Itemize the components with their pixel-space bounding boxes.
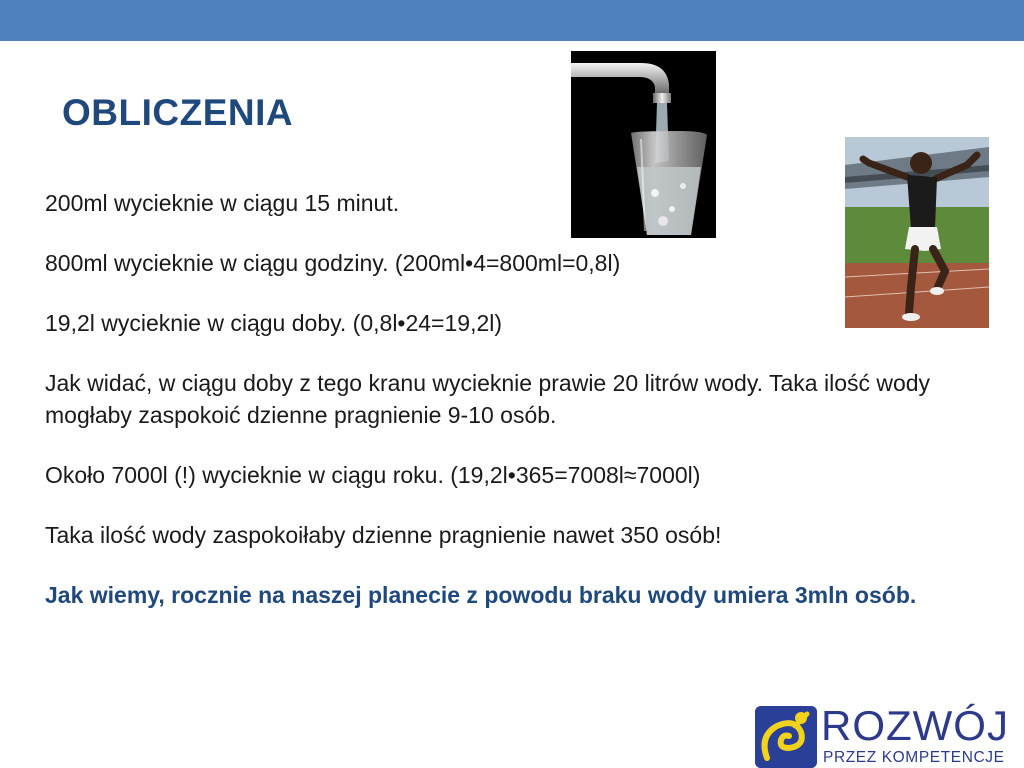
- tap-glass-photo: [571, 51, 716, 238]
- tap-glass-illustration: [571, 51, 716, 238]
- rozwoj-logo: [755, 703, 1024, 768]
- paragraph-day-summary: Jak widać, w ciągu doby z tego kranu wycieknie prawie 20 litrów wody. Taka ilość wody mogłaby zaspokoić dzienne pragnienie 9-10 osób.: [45, 370, 931, 428]
- paragraph-conclusion: Jak wiemy, rocznie na naszej planecie z powodu braku wody umiera 3mln osób.: [45, 582, 917, 608]
- paragraph-day: 19,2l wycieknie w ciągu doby. (0,8l•24=19,2l): [45, 310, 503, 336]
- logo-mark: [755, 706, 817, 768]
- paragraph-year-summary: Taka ilość wody zaspokoiłaby dzienne pragnienie nawet 350 osób!: [45, 522, 722, 548]
- logo-figure-icon: [755, 706, 817, 768]
- paragraph-hour: 800ml wycieknie w ciągu godziny. (200ml•4=800ml=0,8l): [45, 250, 621, 276]
- logo-word: ROZWÓJ: [821, 702, 1009, 749]
- paragraph-15-minutes: 200ml wycieknie w ciągu 15 minut.: [45, 190, 400, 216]
- paragraph-year: Około 7000l (!) wycieknie w ciągu roku. (19,2l•365=7008l≈7000l): [45, 462, 701, 488]
- logo-subtitle: PRZEZ KOMPETENCJE: [823, 749, 1005, 766]
- slide-title: OBLICZENIA: [62, 92, 294, 133]
- runner-illustration: [845, 137, 989, 328]
- top-accent-bar: [0, 0, 1024, 41]
- runner-photo: [845, 137, 989, 328]
